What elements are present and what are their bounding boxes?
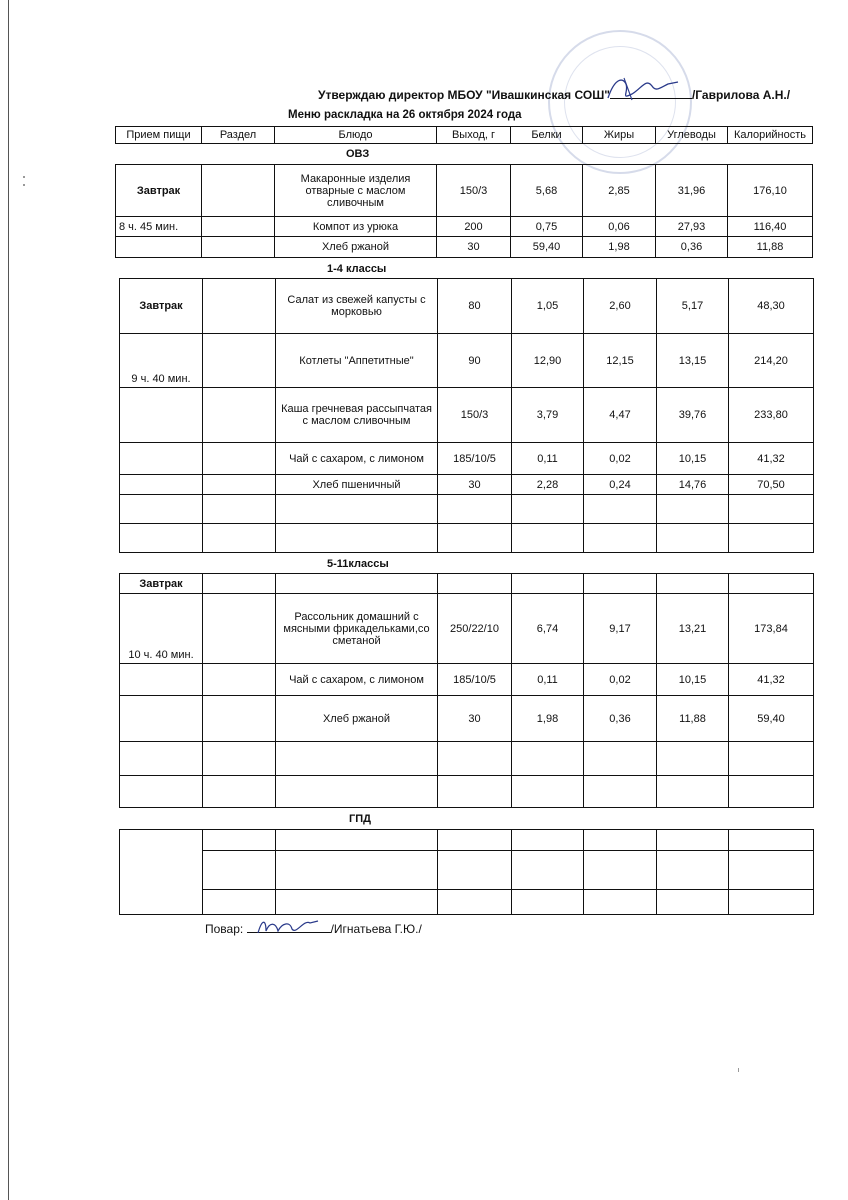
col-kcal: Калорийность <box>728 127 813 144</box>
cook-name: /Игнатьева Г.Ю./ <box>330 922 422 936</box>
table-1-4 <box>119 278 814 553</box>
table-row: 8 ч. 45 мин. Компот из урюка 200 0,75 0,06 27,93 116,40 <box>116 217 813 237</box>
table-row <box>120 776 814 808</box>
meal-name: Завтрак <box>116 165 202 217</box>
scan-speck <box>23 176 25 178</box>
table-row <box>120 851 814 890</box>
table-row: Завтрак Салат из свежей капусты с морковью 80 1,05 2,60 5,17 48,30 <box>120 279 814 334</box>
table-row: Хлеб ржаной 30 1,98 0,36 11,88 59,40 <box>120 696 814 742</box>
col-meal: Прием пищи <box>116 127 202 144</box>
director-signature <box>602 70 682 106</box>
table-gpd <box>119 829 814 915</box>
menu-title: Меню раскладка на 26 октября 2024 года <box>288 109 522 121</box>
table-row <box>120 890 814 915</box>
section-title-5-11: 5-11классы <box>327 558 389 570</box>
approval-line <box>318 87 790 102</box>
scan-edge <box>8 0 9 1200</box>
table-row: Завтрак Макаронные изделия отварные с маслом сливочным 150/3 5,68 2,85 31,96 176,10 <box>116 165 813 217</box>
table-row: 10 ч. 40 мин. Рассольник домашний с мясными фрикадельками,со сметаной 250/22/10 6,74 9,17 13,21 173,84 <box>120 594 814 664</box>
table-row <box>120 742 814 776</box>
table-row: Каша гречневая рассыпчатая с маслом сливочным 150/3 3,79 4,47 39,76 233,80 <box>120 388 814 443</box>
table-row: Хлеб ржаной 30 59,40 1,98 0,36 11,88 <box>116 237 813 258</box>
meal-time: 8 ч. 45 мин. <box>116 217 202 237</box>
col-section: Раздел <box>202 127 275 144</box>
approve-text: Утверждаю директор МБОУ "Ивашкинская СОШ" <box>318 88 610 102</box>
section-title-ovz: ОВЗ <box>346 148 370 160</box>
table-row <box>120 574 814 594</box>
section-title-gpd: ГПД <box>349 813 371 825</box>
table-row: 9 ч. 40 мин. Котлеты "Аппетитные" 90 12,90 12,15 13,15 214,20 <box>120 334 814 388</box>
scan-speck <box>738 1068 739 1072</box>
column-header-table <box>115 126 813 144</box>
director-name: /Гаврилова А.Н./ <box>691 88 791 102</box>
meal-name: Завтрак <box>120 574 203 594</box>
table-ovz <box>115 164 813 258</box>
meal-name: Завтрак <box>120 279 203 334</box>
table-row <box>120 524 814 553</box>
meal-time: 10 ч. 40 мин. <box>120 594 203 664</box>
scan-speck <box>23 184 25 186</box>
cook-label: Повар: <box>205 922 244 936</box>
col-carbs: Углеводы <box>656 127 728 144</box>
col-protein: Белки <box>511 127 583 144</box>
cook-signature <box>252 913 322 939</box>
col-dish: Блюдо <box>275 127 437 144</box>
table-row: Чай с сахаром, с лимоном 185/10/5 0,11 0,02 10,15 41,32 <box>120 664 814 696</box>
table-row <box>120 495 814 524</box>
table-5-11 <box>119 573 814 808</box>
col-output: Выход, г <box>437 127 511 144</box>
meal-time: 9 ч. 40 мин. <box>120 334 203 388</box>
table-row: Хлеб пшеничный 30 2,28 0,24 14,76 70,50 <box>120 475 814 495</box>
col-fat: Жиры <box>583 127 656 144</box>
table-row: Чай с сахаром, с лимоном 185/10/5 0,11 0,02 10,15 41,32 <box>120 443 814 475</box>
table-row <box>120 830 814 851</box>
section-title-1-4: 1-4 классы <box>327 263 387 275</box>
